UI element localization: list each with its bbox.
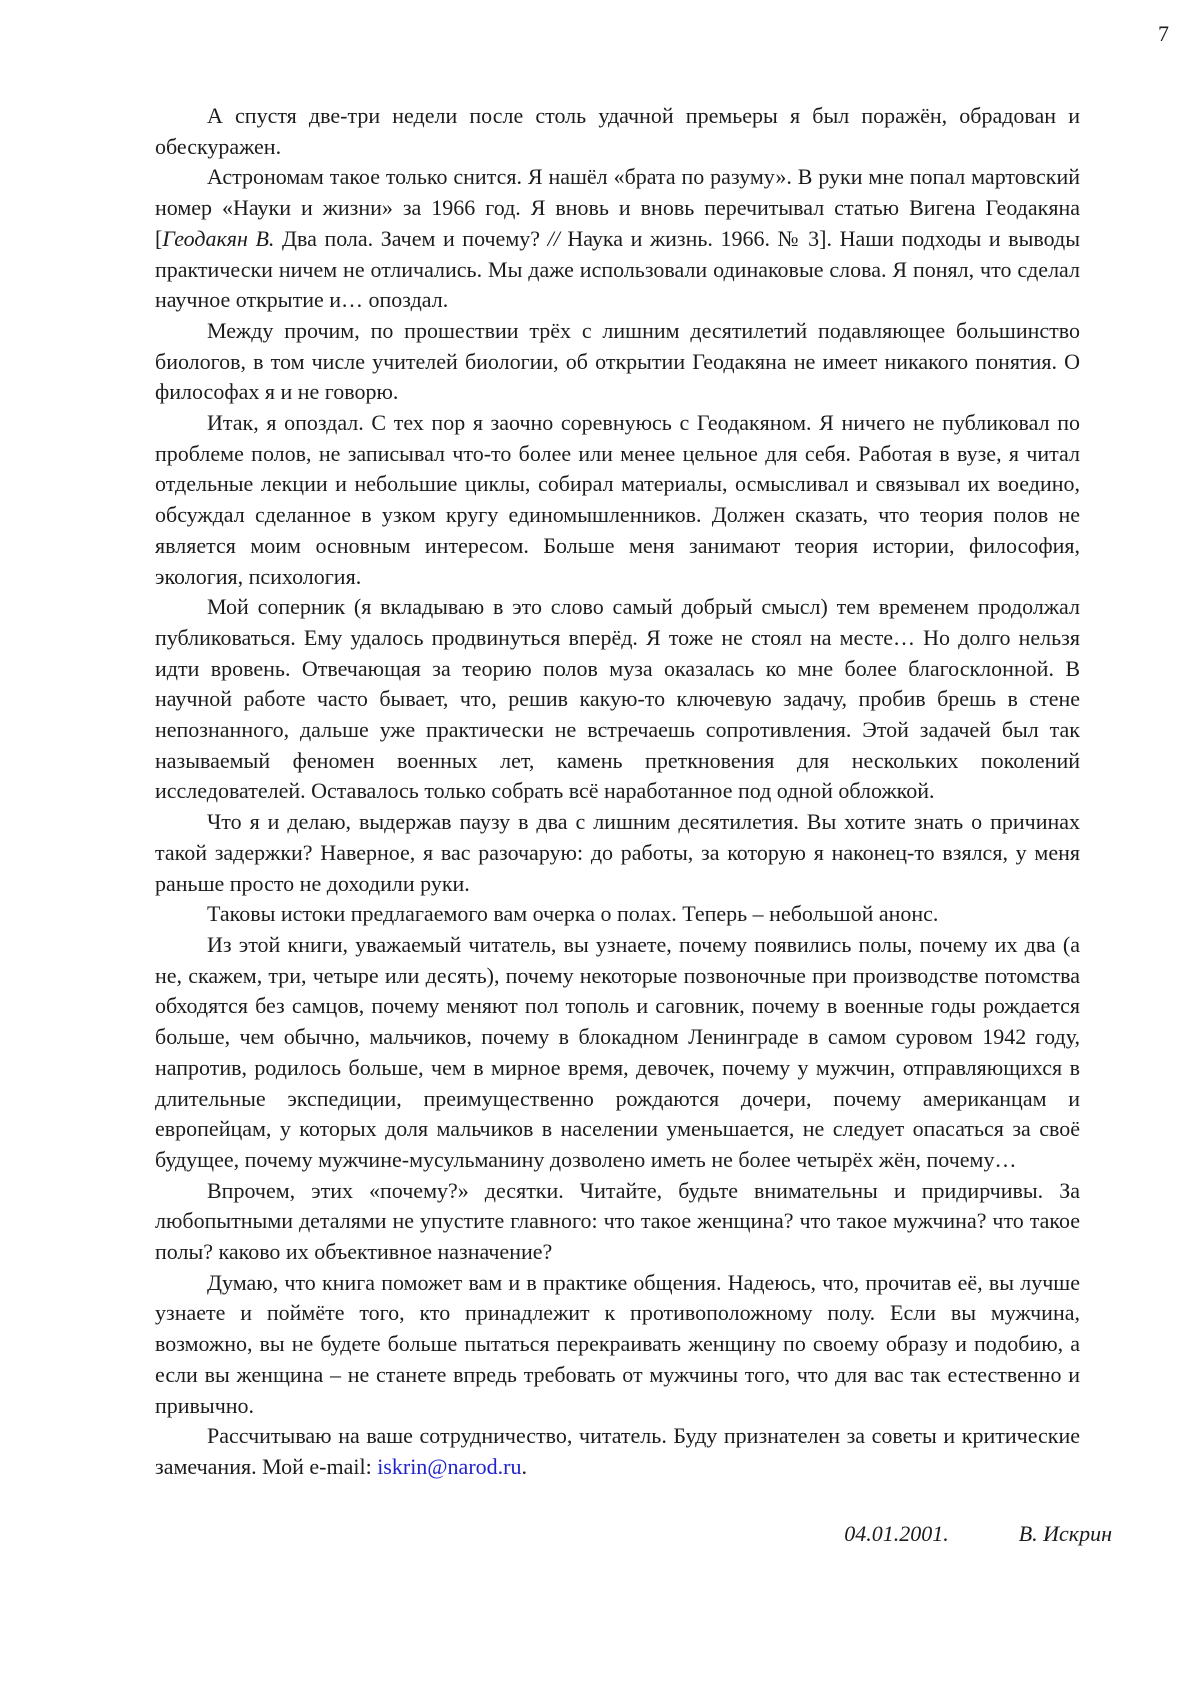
paragraph: Впрочем, этих «почему?» десятки. Читайте, будьте внимательны и придирчивы. За любопытными деталями не упустите главного: что такое женщина? что такое мужчина? что такое полы? каково их объективное назначение? (155, 1177, 1080, 1265)
page-number: 7 (1158, 21, 1169, 46)
paragraph: Что я и делаю, выдержав паузу в два с лишним десятилетия. Вы хотите знать о причинах такой задержки? Наверное, я вас разочарую: до работы, за которую я наконец-то взялся, у меня раньше просто не доходили руки. (155, 809, 1080, 896)
paragraph: Итак, я опоздал. С тех пор я заочно соревнуюсь с Геодакяном. Я ничего не публиковал по проблеме полов, не записывал что-то более или менее цельное для себя. Работая в вузе, я читал отдельные лекции и небольшие циклы, собирал материалы, осмысливал и связывал их воедино, обсуждал сделанное в узком кругу единомышленников. Должен сказать, что теория полов не является моим основным интересом. Больше меня занимают теория истории, философия, экология, психология. (155, 410, 1080, 589)
email-link[interactable]: iskrin@narod.ru (377, 1453, 522, 1479)
paragraph: А спустя две-три недели после столь удачной премьеры я был поражён, обрадован и обескуражен. (155, 103, 1080, 159)
email-trailing-period: . (521, 1453, 527, 1479)
citation-title: Два пола. Зачем и почему? (274, 225, 548, 251)
paragraph: Думаю, что книга поможет вам и в практике общения. Надеюсь, что, прочитав её, вы лучше узнаете и поймёте того, кто принадлежит к противоположному полу. Если вы мужчина, возможно, вы не будете больше пытаться перекраивать женщину по своему образу и подобию, а если вы женщина – не станете впредь требовать от мужчины того, что для вас так естественно и привычно. (155, 1269, 1080, 1418)
email-lead-text: Рассчитываю на ваше сотрудничество, читатель. Буду признателен за советы и критические замечания. Мой e-mail: (155, 1423, 1080, 1479)
signature-line (155, 1519, 1112, 1550)
paragraph: Таковы истоки предлагаемого вам очерка о полах. Теперь – небольшой анонс. (207, 901, 939, 927)
paragraph: Из этой книги, уважаемый читатель, вы узнаете, почему появились полы, почему их два (а не, скажем, три, четыре или десять), почему некоторые позвоночные при производстве потомства обходятся без самцов, почему меняют пол тополь и саговник, почему в военные годы рождается больше, чем обычно, мальчиков, почему в блокадном Ленинграде в самом суровом 1942 году, напротив, родилось больше, чем в мирное время, девочек, почему у мужчин, отправляющихся в длительные экспедиции, преимущественно рождаются дочери, почему американцам и европейцам, у которых доля мальчиков в населении уменьшается, не следует опасаться за своё будущее, почему мужчине-мусульманину дозволено иметь не более четырёх жён, почему… (155, 931, 1080, 1172)
document-body (155, 101, 1112, 1549)
signature-name: В. Искрин (1018, 1520, 1112, 1546)
citation-author: Геодакян В. (162, 225, 275, 251)
paragraph-with-email (155, 1421, 1080, 1482)
paragraph: Мой соперник (я вкладываю в это слово самый добрый смысл) тем временем продолжал публиковаться. Ему удалось продвинуться вперёд. Я тоже не стоял на месте… Но долго нельзя идти вровень. Отвечающая за теорию полов муза оказалась ко мне более благосклонной. В научной работе часто бывает, что, решив какую-то ключевую задачу, пробив брешь в стене непознанного, дальше уже практически не встречаешь сопротивления. Этой задачей был так называемый феномен военных лет, камень преткновения для нескольких поколений исследователей. Оставалось только собрать всё наработанное под одной обложкой. (155, 594, 1080, 804)
signature-date: 04.01.2001. (844, 1520, 949, 1546)
paragraph-with-citation (155, 162, 1080, 316)
citation-after-text: Наука и жизнь. 1966. № 3]. Наши подходы и выводы практически ничем не отличались. Мы даже использовали одинаковые слова. Я понял, что сделал научное открытие и… опоздал. (155, 225, 1080, 313)
citation-separator: // (547, 225, 560, 251)
paragraph: Между прочим, по прошествии трёх с лишним десятилетий подавляющее большинство биологов, в том числе учителей биологии, об открытии Геодакяна не имеет никакого понятия. О философах я и не говорю. (155, 317, 1080, 405)
citation-before-text: Астрономам такое только снится. Я нашёл «брата по разуму». В руки мне попал мартовский номер «Науки и жизни» за 1966 год. Я вновь и вновь перечитывал статью Вигена Геодакяна [ (155, 164, 1080, 251)
